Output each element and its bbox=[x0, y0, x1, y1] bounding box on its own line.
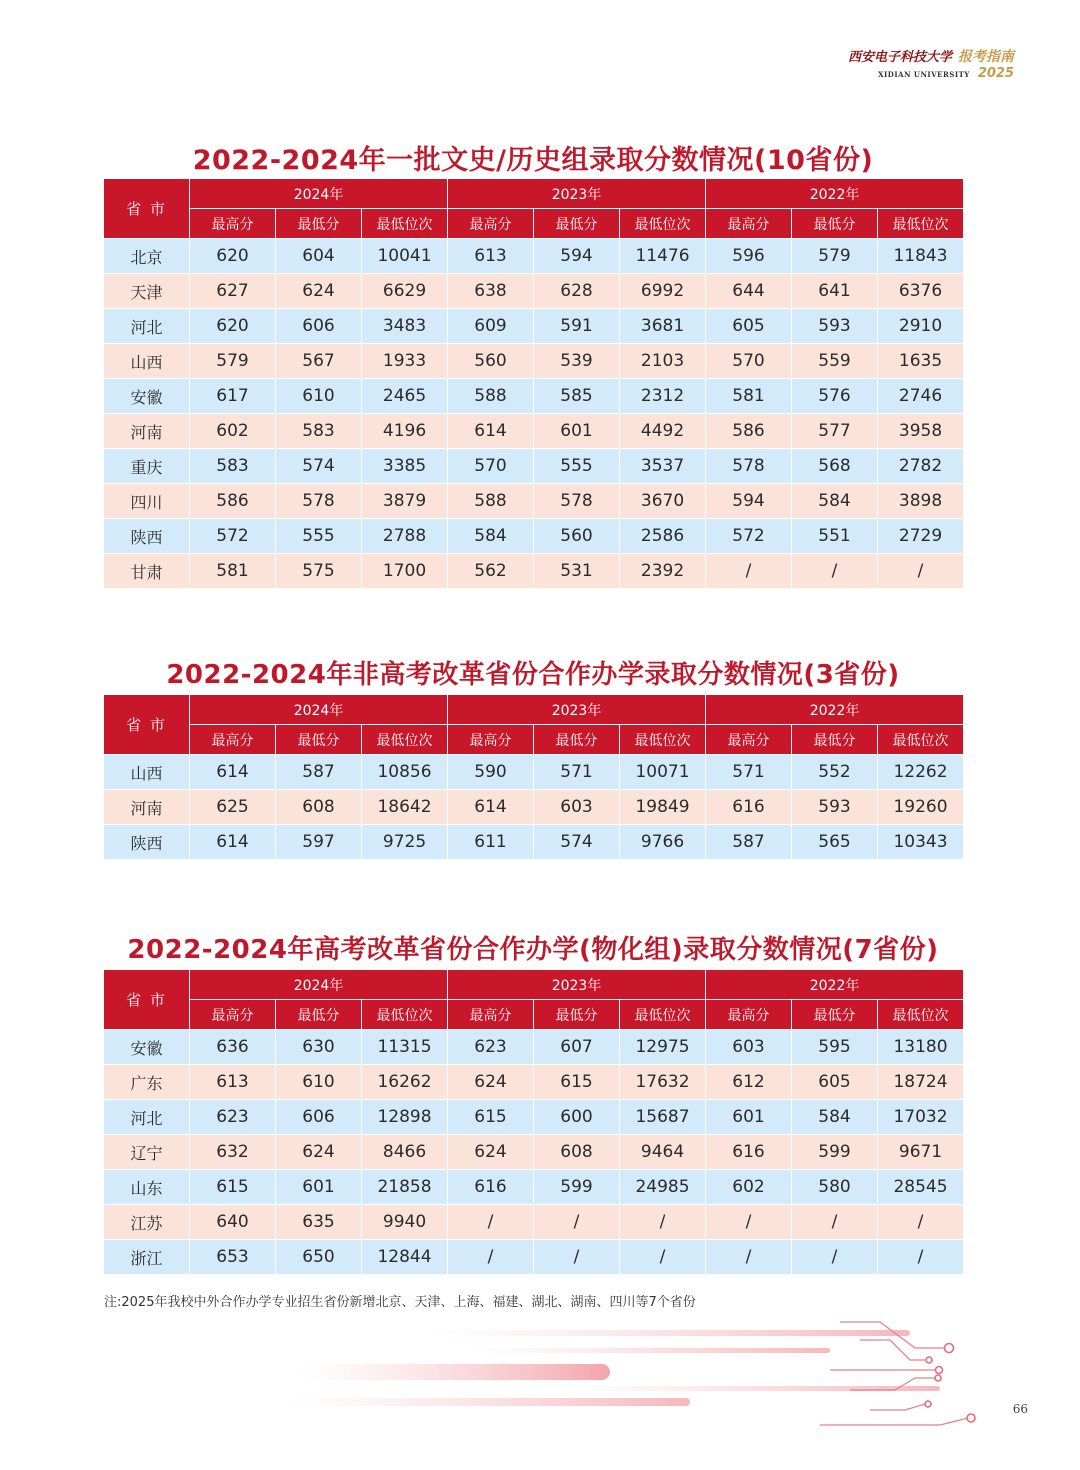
score-cell: 605 bbox=[792, 1065, 878, 1100]
score-cell: 2103 bbox=[620, 344, 706, 379]
table-row bbox=[104, 1240, 964, 1275]
score-cell: 559 bbox=[792, 344, 878, 379]
column-header: 最高分 bbox=[448, 725, 534, 755]
score-cell: 635 bbox=[276, 1205, 362, 1240]
score-cell: 644 bbox=[706, 274, 792, 309]
score-cell: 19260 bbox=[878, 790, 964, 825]
province-cell: 辽宁 bbox=[104, 1135, 190, 1170]
guide-label: 报考指南 bbox=[958, 49, 1014, 65]
score-cell: 574 bbox=[276, 449, 362, 484]
score-cell: 613 bbox=[190, 1065, 276, 1100]
score-cell: 2729 bbox=[878, 519, 964, 554]
table-title-1: 2022-2024年一批文史/历史组录取分数情况(10省份) bbox=[192, 145, 874, 176]
table-row bbox=[104, 1100, 964, 1135]
province-cell: 陕西 bbox=[104, 519, 190, 554]
score-cell: 615 bbox=[448, 1100, 534, 1135]
table-row bbox=[104, 309, 964, 344]
province-cell: 河北 bbox=[104, 1100, 190, 1135]
score-cell: 12844 bbox=[362, 1240, 448, 1275]
score-cell: / bbox=[878, 1205, 964, 1240]
column-header: 最低位次 bbox=[362, 725, 448, 755]
score-cell: / bbox=[792, 1205, 878, 1240]
score-cell: 610 bbox=[276, 1065, 362, 1100]
score-cell: 577 bbox=[792, 414, 878, 449]
column-header: 最低分 bbox=[534, 209, 620, 239]
score-cell: 605 bbox=[706, 309, 792, 344]
year-header: 2022年 bbox=[706, 695, 964, 725]
page-number: 66 bbox=[1012, 1402, 1028, 1416]
score-cell: 620 bbox=[190, 309, 276, 344]
column-header: 最高分 bbox=[448, 209, 534, 239]
table-row bbox=[104, 379, 964, 414]
score-cell: 11315 bbox=[362, 1030, 448, 1065]
score-cell: 17632 bbox=[620, 1065, 706, 1100]
header-logo bbox=[848, 50, 1014, 80]
table-row bbox=[104, 239, 964, 274]
score-cell: 608 bbox=[534, 1135, 620, 1170]
score-cell: 3879 bbox=[362, 484, 448, 519]
column-header: 最低分 bbox=[534, 1000, 620, 1030]
score-cell: 2788 bbox=[362, 519, 448, 554]
province-cell: 甘肃 bbox=[104, 554, 190, 589]
score-cell: 603 bbox=[534, 790, 620, 825]
score-cell: / bbox=[878, 554, 964, 589]
score-cell: 616 bbox=[706, 790, 792, 825]
column-header: 最低分 bbox=[276, 725, 362, 755]
score-cell: 531 bbox=[534, 554, 620, 589]
score-cell: 606 bbox=[276, 309, 362, 344]
province-header: 省 市 bbox=[104, 970, 190, 1030]
score-cell: 584 bbox=[792, 1100, 878, 1135]
score-cell: 579 bbox=[792, 239, 878, 274]
score-cell: 571 bbox=[706, 755, 792, 790]
score-cell: 614 bbox=[448, 790, 534, 825]
score-cell: 3537 bbox=[620, 449, 706, 484]
score-cell: 2782 bbox=[878, 449, 964, 484]
table-row bbox=[104, 519, 964, 554]
score-cell: 591 bbox=[534, 309, 620, 344]
score-cell: / bbox=[878, 1240, 964, 1275]
year-header: 2023年 bbox=[448, 695, 706, 725]
score-cell: / bbox=[706, 1240, 792, 1275]
score-cell: / bbox=[620, 1205, 706, 1240]
score-cell: 615 bbox=[534, 1065, 620, 1100]
province-cell: 河南 bbox=[104, 414, 190, 449]
score-cell: / bbox=[792, 554, 878, 589]
score-cell: 562 bbox=[448, 554, 534, 589]
school-name-en: XIDIAN UNIVERSITY bbox=[878, 70, 970, 79]
score-cell: 583 bbox=[276, 414, 362, 449]
score-cell: 1700 bbox=[362, 554, 448, 589]
table-title-3: 2022-2024年高考改革省份合作办学(物化组)录取分数情况(7省份) bbox=[127, 935, 939, 965]
table-row bbox=[104, 344, 964, 379]
score-cell: 593 bbox=[792, 790, 878, 825]
score-cell: 3670 bbox=[620, 484, 706, 519]
score-cell: 1933 bbox=[362, 344, 448, 379]
score-cell: 601 bbox=[706, 1100, 792, 1135]
table-row bbox=[104, 1030, 964, 1065]
score-cell: 578 bbox=[276, 484, 362, 519]
column-header: 最高分 bbox=[190, 209, 276, 239]
score-cell: 19849 bbox=[620, 790, 706, 825]
province-header: 省 市 bbox=[104, 179, 190, 239]
score-cell: 572 bbox=[190, 519, 276, 554]
score-cell: 583 bbox=[190, 449, 276, 484]
score-cell: 16262 bbox=[362, 1065, 448, 1100]
year-header: 2023年 bbox=[448, 970, 706, 1000]
score-cell: 6629 bbox=[362, 274, 448, 309]
score-cell: 586 bbox=[190, 484, 276, 519]
column-header: 最低位次 bbox=[878, 725, 964, 755]
score-cell: 2910 bbox=[878, 309, 964, 344]
column-header: 最高分 bbox=[706, 1000, 792, 1030]
table-row bbox=[104, 1135, 964, 1170]
score-cell: 594 bbox=[706, 484, 792, 519]
score-cell: 614 bbox=[190, 825, 276, 860]
score-cell: 641 bbox=[792, 274, 878, 309]
score-cell: 3681 bbox=[620, 309, 706, 344]
score-cell: 9464 bbox=[620, 1135, 706, 1170]
table-row bbox=[104, 1205, 964, 1240]
score-cell: 608 bbox=[276, 790, 362, 825]
score-cell: 609 bbox=[448, 309, 534, 344]
score-cell: 624 bbox=[276, 274, 362, 309]
column-header: 最低位次 bbox=[620, 1000, 706, 1030]
province-cell: 河南 bbox=[104, 790, 190, 825]
score-cell: 551 bbox=[792, 519, 878, 554]
score-cell: 601 bbox=[534, 414, 620, 449]
province-cell: 四川 bbox=[104, 484, 190, 519]
score-cell: 567 bbox=[276, 344, 362, 379]
score-cell: 560 bbox=[534, 519, 620, 554]
score-cell: 2586 bbox=[620, 519, 706, 554]
score-cell: 3898 bbox=[878, 484, 964, 519]
school-name-cn: 西安电子科技大学 bbox=[847, 50, 952, 65]
score-cell: 10343 bbox=[878, 825, 964, 860]
province-cell: 北京 bbox=[104, 239, 190, 274]
score-cell: 602 bbox=[706, 1170, 792, 1205]
table-row bbox=[104, 414, 964, 449]
score-cell: 12262 bbox=[878, 755, 964, 790]
province-cell: 安徽 bbox=[104, 1030, 190, 1065]
score-cell: 597 bbox=[276, 825, 362, 860]
score-cell: 6992 bbox=[620, 274, 706, 309]
table-row bbox=[104, 1065, 964, 1100]
province-cell: 重庆 bbox=[104, 449, 190, 484]
score-cell: 12975 bbox=[620, 1030, 706, 1065]
score-cell: 572 bbox=[706, 519, 792, 554]
score-cell: 571 bbox=[534, 755, 620, 790]
score-cell: 615 bbox=[190, 1170, 276, 1205]
year-header: 2023年 bbox=[448, 179, 706, 209]
score-cell: 565 bbox=[792, 825, 878, 860]
score-cell: 10856 bbox=[362, 755, 448, 790]
score-cell: 2465 bbox=[362, 379, 448, 414]
score-cell: 611 bbox=[448, 825, 534, 860]
score-cell: / bbox=[448, 1205, 534, 1240]
score-cell: 586 bbox=[706, 414, 792, 449]
score-cell: 3958 bbox=[878, 414, 964, 449]
score-cell: 21858 bbox=[362, 1170, 448, 1205]
score-cell: 603 bbox=[706, 1030, 792, 1065]
score-cell: 623 bbox=[190, 1100, 276, 1135]
column-header: 最低位次 bbox=[362, 209, 448, 239]
column-header: 最低位次 bbox=[878, 1000, 964, 1030]
table-title-2: 2022-2024年非高考改革省份合作办学录取分数情况(3省份) bbox=[166, 660, 900, 690]
score-cell: 4196 bbox=[362, 414, 448, 449]
score-cell: 587 bbox=[706, 825, 792, 860]
score-cell: 624 bbox=[276, 1135, 362, 1170]
score-cell: 9766 bbox=[620, 825, 706, 860]
column-header: 最低位次 bbox=[362, 1000, 448, 1030]
province-cell: 山东 bbox=[104, 1170, 190, 1205]
table-row bbox=[104, 449, 964, 484]
column-header: 最高分 bbox=[706, 725, 792, 755]
year-header: 2024年 bbox=[190, 970, 448, 1000]
column-header: 最低位次 bbox=[620, 209, 706, 239]
column-header: 最高分 bbox=[448, 1000, 534, 1030]
score-cell: 601 bbox=[276, 1170, 362, 1205]
column-header: 最低分 bbox=[792, 1000, 878, 1030]
score-cell: 2392 bbox=[620, 554, 706, 589]
score-cell: 570 bbox=[706, 344, 792, 379]
score-cell: 10071 bbox=[620, 755, 706, 790]
score-cell: 628 bbox=[534, 274, 620, 309]
table-row bbox=[104, 825, 964, 860]
score-cell: 575 bbox=[276, 554, 362, 589]
score-cell: 620 bbox=[190, 239, 276, 274]
score-cell: 599 bbox=[792, 1135, 878, 1170]
score-cell: 578 bbox=[706, 449, 792, 484]
province-cell: 江苏 bbox=[104, 1205, 190, 1240]
score-cell: 9940 bbox=[362, 1205, 448, 1240]
score-cell: 6376 bbox=[878, 274, 964, 309]
score-cell: 606 bbox=[276, 1100, 362, 1135]
score-cell: 632 bbox=[190, 1135, 276, 1170]
score-cell: 584 bbox=[448, 519, 534, 554]
score-cell: / bbox=[534, 1205, 620, 1240]
score-cell: 599 bbox=[534, 1170, 620, 1205]
score-cell: 1635 bbox=[878, 344, 964, 379]
column-header: 最低分 bbox=[792, 725, 878, 755]
score-cell: 576 bbox=[792, 379, 878, 414]
score-cell: 9725 bbox=[362, 825, 448, 860]
column-header: 最高分 bbox=[706, 209, 792, 239]
score-cell: 612 bbox=[706, 1065, 792, 1100]
score-cell: 580 bbox=[792, 1170, 878, 1205]
score-cell: 18642 bbox=[362, 790, 448, 825]
score-cell: 616 bbox=[448, 1170, 534, 1205]
column-header: 最低分 bbox=[534, 725, 620, 755]
score-cell: 581 bbox=[706, 379, 792, 414]
year-header: 2024年 bbox=[190, 179, 448, 209]
table-row bbox=[104, 790, 964, 825]
score-cell: 600 bbox=[534, 1100, 620, 1135]
score-cell: 636 bbox=[190, 1030, 276, 1065]
table-row bbox=[104, 755, 964, 790]
score-cell: 570 bbox=[448, 449, 534, 484]
score-cell: 587 bbox=[276, 755, 362, 790]
score-cell: 13180 bbox=[878, 1030, 964, 1065]
score-cell: 627 bbox=[190, 274, 276, 309]
score-cell: 602 bbox=[190, 414, 276, 449]
province-cell: 广东 bbox=[104, 1065, 190, 1100]
score-cell: 10041 bbox=[362, 239, 448, 274]
province-cell: 河北 bbox=[104, 309, 190, 344]
score-table-2 bbox=[103, 694, 964, 860]
score-cell: 630 bbox=[276, 1030, 362, 1065]
score-cell: 24985 bbox=[620, 1170, 706, 1205]
score-cell: 568 bbox=[792, 449, 878, 484]
score-cell: 624 bbox=[448, 1065, 534, 1100]
score-cell: 595 bbox=[792, 1030, 878, 1065]
score-cell: 574 bbox=[534, 825, 620, 860]
score-cell: / bbox=[706, 1205, 792, 1240]
score-cell: 3483 bbox=[362, 309, 448, 344]
score-cell: 3385 bbox=[362, 449, 448, 484]
score-cell: / bbox=[792, 1240, 878, 1275]
table-row bbox=[104, 1170, 964, 1205]
column-header: 最低分 bbox=[276, 209, 362, 239]
province-cell: 天津 bbox=[104, 274, 190, 309]
score-cell: 28545 bbox=[878, 1170, 964, 1205]
column-header: 最低位次 bbox=[620, 725, 706, 755]
circuit-decoration bbox=[0, 1300, 1080, 1440]
score-cell: 594 bbox=[534, 239, 620, 274]
score-cell: 581 bbox=[190, 554, 276, 589]
score-table-1 bbox=[103, 178, 964, 589]
score-cell: 638 bbox=[448, 274, 534, 309]
score-cell: 8466 bbox=[362, 1135, 448, 1170]
guide-year: 2025 bbox=[977, 66, 1014, 81]
score-cell: 584 bbox=[792, 484, 878, 519]
score-cell: 4492 bbox=[620, 414, 706, 449]
score-cell: 552 bbox=[792, 755, 878, 790]
score-cell: 578 bbox=[534, 484, 620, 519]
score-cell: 11843 bbox=[878, 239, 964, 274]
score-cell: 585 bbox=[534, 379, 620, 414]
province-cell: 安徽 bbox=[104, 379, 190, 414]
score-cell: 617 bbox=[190, 379, 276, 414]
province-cell: 陕西 bbox=[104, 825, 190, 860]
score-cell: 12898 bbox=[362, 1100, 448, 1135]
score-cell: 555 bbox=[276, 519, 362, 554]
score-cell: 623 bbox=[448, 1030, 534, 1065]
column-header: 最高分 bbox=[190, 1000, 276, 1030]
score-cell: 579 bbox=[190, 344, 276, 379]
score-cell: 604 bbox=[276, 239, 362, 274]
score-cell: 2746 bbox=[878, 379, 964, 414]
score-cell: 17032 bbox=[878, 1100, 964, 1135]
score-cell: 539 bbox=[534, 344, 620, 379]
footnote: 注:2025年我校中外合作办学专业招生省份新增北京、天津、上海、福建、湖北、湖南、四川等7个省份 bbox=[104, 1295, 696, 1310]
score-cell: 607 bbox=[534, 1030, 620, 1065]
column-header: 最低位次 bbox=[878, 209, 964, 239]
score-cell: 650 bbox=[276, 1240, 362, 1275]
score-cell: 613 bbox=[448, 239, 534, 274]
score-cell: 653 bbox=[190, 1240, 276, 1275]
score-cell: 614 bbox=[190, 755, 276, 790]
score-cell: 2312 bbox=[620, 379, 706, 414]
score-cell: 590 bbox=[448, 755, 534, 790]
province-cell: 浙江 bbox=[104, 1240, 190, 1275]
table-row bbox=[104, 484, 964, 519]
column-header: 最高分 bbox=[190, 725, 276, 755]
score-cell: / bbox=[620, 1240, 706, 1275]
score-cell: / bbox=[706, 554, 792, 589]
score-cell: 9671 bbox=[878, 1135, 964, 1170]
score-cell: 588 bbox=[448, 484, 534, 519]
column-header: 最低分 bbox=[792, 209, 878, 239]
year-header: 2022年 bbox=[706, 179, 964, 209]
province-cell: 山西 bbox=[104, 344, 190, 379]
score-cell: 616 bbox=[706, 1135, 792, 1170]
score-cell: 560 bbox=[448, 344, 534, 379]
score-cell: / bbox=[534, 1240, 620, 1275]
score-cell: 610 bbox=[276, 379, 362, 414]
score-cell: 18724 bbox=[878, 1065, 964, 1100]
table-row bbox=[104, 274, 964, 309]
year-header: 2022年 bbox=[706, 970, 964, 1000]
score-cell: 614 bbox=[448, 414, 534, 449]
score-cell: 555 bbox=[534, 449, 620, 484]
score-cell: / bbox=[448, 1240, 534, 1275]
score-cell: 11476 bbox=[620, 239, 706, 274]
score-cell: 624 bbox=[448, 1135, 534, 1170]
score-cell: 588 bbox=[448, 379, 534, 414]
province-header: 省 市 bbox=[104, 695, 190, 755]
score-cell: 15687 bbox=[620, 1100, 706, 1135]
score-table-3 bbox=[103, 969, 964, 1275]
column-header: 最低分 bbox=[276, 1000, 362, 1030]
score-cell: 593 bbox=[792, 309, 878, 344]
score-cell: 640 bbox=[190, 1205, 276, 1240]
score-cell: 625 bbox=[190, 790, 276, 825]
province-cell: 山西 bbox=[104, 755, 190, 790]
score-cell: 596 bbox=[706, 239, 792, 274]
table-row bbox=[104, 554, 964, 589]
year-header: 2024年 bbox=[190, 695, 448, 725]
